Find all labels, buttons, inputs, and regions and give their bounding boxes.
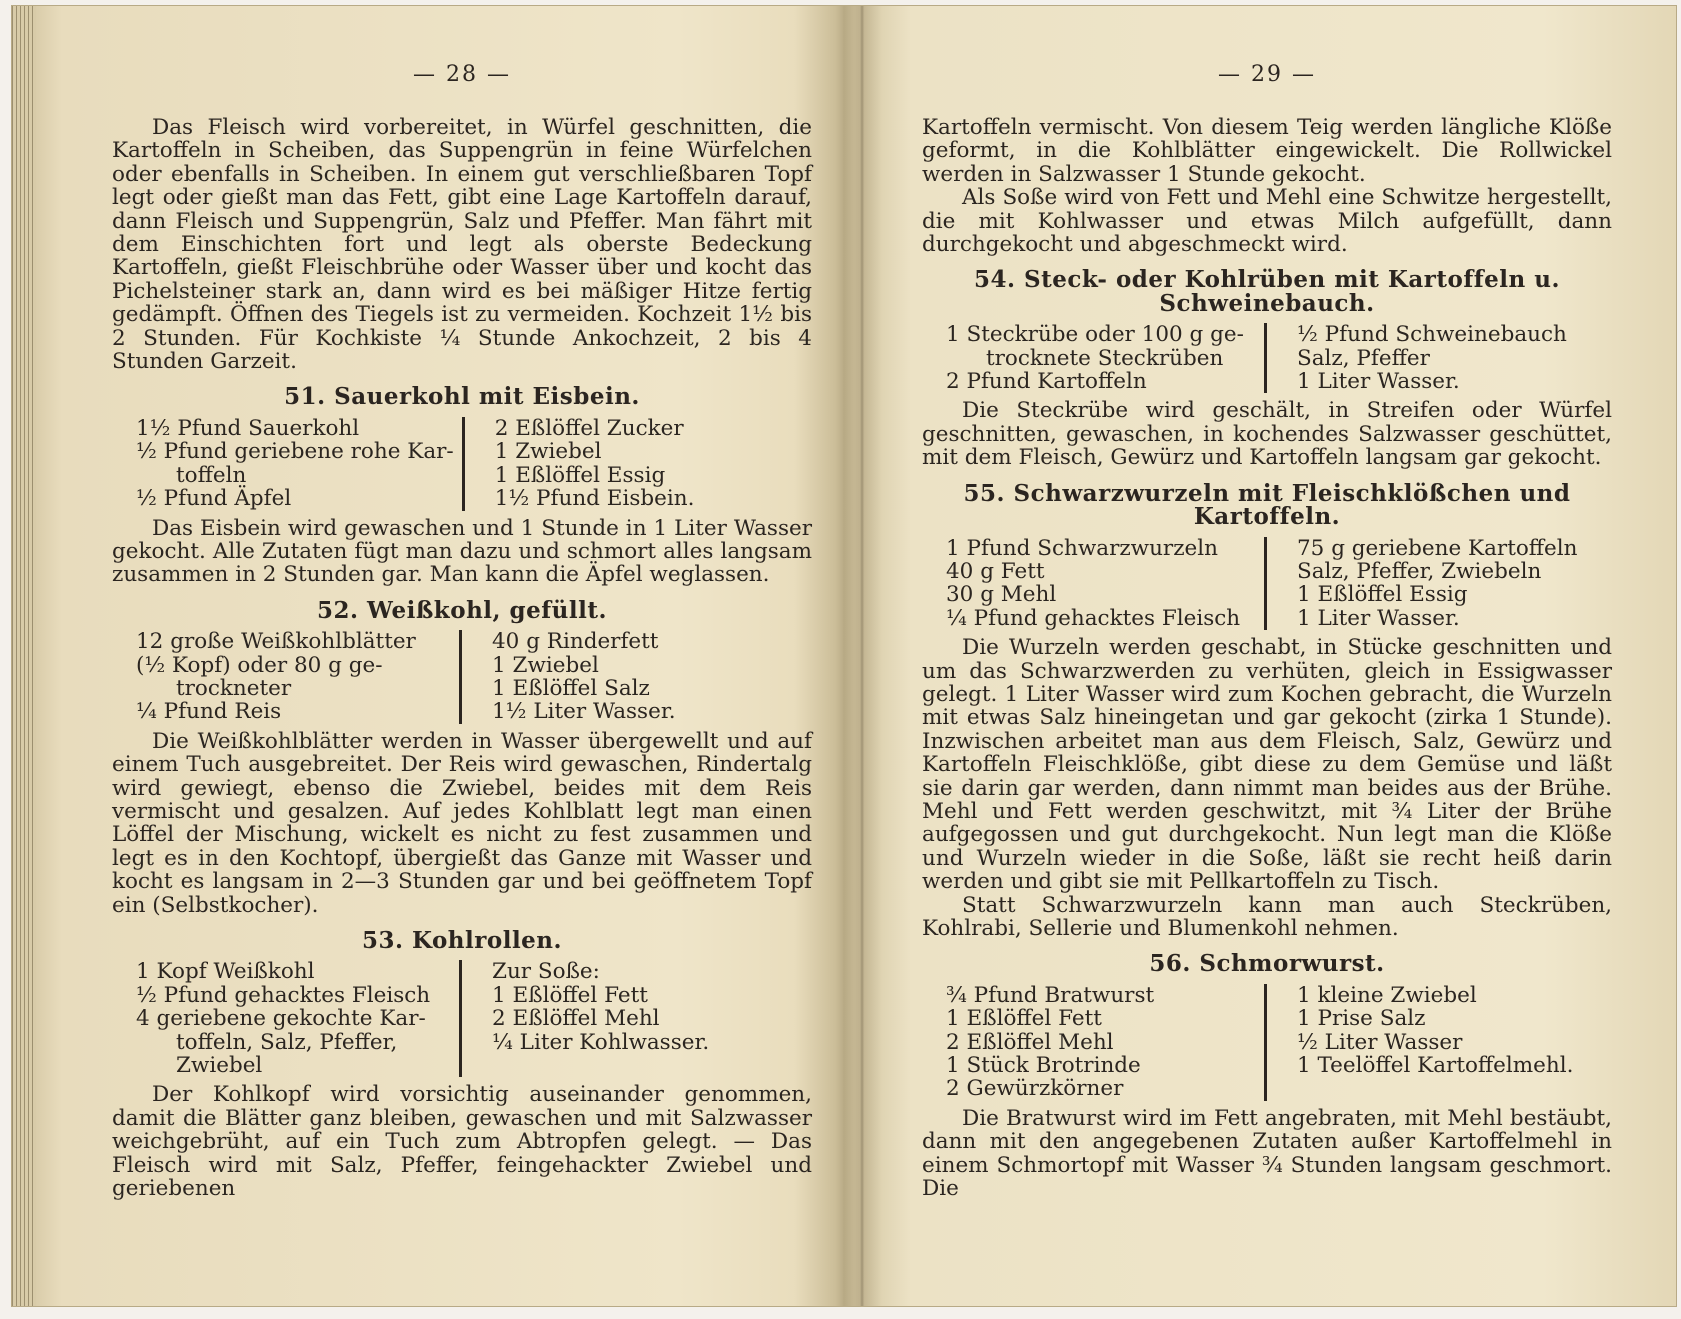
ingredients-list	[112, 630, 812, 724]
page-number: — 28 —	[413, 62, 511, 87]
paragraph: Die Steckrübe wird geschält, in Streifen oder Würfel geschnitten, gewaschen, in kochendes Salzwasser geschüttet, mit dem Fleisch, Gewürz und Kartoffeln langsam gar gekocht.	[922, 398, 1612, 471]
book-gutter	[842, 6, 882, 1306]
paragraph: Die Wurzeln werden geschabt, in Stücke geschnitten und um das Schwarzwerden zu verhüten, gleich in Essigwasser gelegt. 1 Liter Wasser wird zum Kochen gebracht, die Wurzeln mit etwas Salz hineingetan und gar gekocht (zirka 1 Stunde). Inzwischen arbeitet man aus dem Fleisch, Salz, Gewürz und Kartoffeln Fleischklöße, gibt diese zu dem Gemüse und läßt sie darin gar werden, dann nimmt man beides aus der Brühe. Mehl und Fett werden geschwitzt, mit ¾ Liter der Brühe aufgegossen und gut durchgekocht. Nun legt man die Klöße und Wurzeln wieder in die Soße, läßt sie recht heiß darin werden und gibt sie mit Pellkartoffeln zu Tisch.	[922, 635, 1612, 895]
ingredients-list	[922, 323, 1612, 393]
paragraph: Kartoffeln vermischt. Von diesem Teig werden längliche Klöße geformt, in die Kohlblätter eingewickelt. Die Rollwickel werden in Salzwasser 1 Stunde gekocht.	[922, 115, 1612, 187]
ingredient: ¾ Pfund Bratwurst	[946, 982, 1155, 1008]
ingredient: 12 große Weißkohlblätter	[136, 629, 416, 655]
ingredients-list	[112, 417, 812, 511]
paragraph: Als Soße wird von Fett und Mehl eine Schwitze hergestellt, die mit Kohlwasser und etwas Milch aufgefüllt, dann durchgekocht und abgeschmeckt wird.	[922, 185, 1612, 258]
ingredient: 1½ Pfund Eisbein.	[494, 486, 695, 512]
recipe-title: 51. Sauerkohl mit Eisbein.	[284, 383, 640, 411]
ingredient: 40 g Rinderfett	[492, 629, 659, 655]
recipe-title: 52. Weißkohl, gefüllt.	[316, 596, 607, 624]
paragraph: Statt Schwarzwurzeln kann man auch Steckrüben, Kohlrabi, Sellerie und Blumenkohl nehmen.	[922, 892, 1612, 941]
paragraph: Das Fleisch wird vorbereitet, in Würfel geschnitten, die Kartoffeln in Scheiben, das Suppengrün in feine Würfelchen oder ebenfalls in Scheiben. In einem gut verschließbaren Topf legt oder gießt man das Fett, gibt eine Lage Kartoffeln darauf, dann Fleisch und Suppengrün, Salz und Pfeffer. Man fährt mit dem Einschichten fort und legt als oberste Bedeckung Kartoffeln, gießt Fleischbrühe oder Wasser über und kocht das Pichelsteiner stark an, dann wird es bei mäßiger Hitze fertig gedämpft. Öffnen des Tiegels ist zu vermeiden. Kochzeit 1½ bis 2 Stunden. Für Kochkiste ¼ Stunde Ankochzeit, 2 bis 4 Stunden Garzeit.	[112, 115, 812, 375]
ingredient: Salz, Pfeffer, Zwiebeln	[1297, 558, 1542, 584]
ingredient: 1 Pfund Schwarzwurzeln	[946, 535, 1218, 561]
recipe-title: 56. Schmorwurst.	[1149, 950, 1385, 978]
ingredient: 1 Teelöffel Kartoffelmehl.	[1297, 1053, 1574, 1079]
paragraph: Das Eisbein wird gewaschen und 1 Stunde in 1 Liter Wasser gekocht. Alle Zutaten fügt man dazu und schmort alles langsam zusammen in 2 Stunden gar. Man kann die Äpfel weglassen.	[112, 515, 812, 588]
ingredient: 2 Eßlöffel Mehl	[946, 1029, 1114, 1055]
recipe-title: 55. Schwarzwurzeln mit Fleischklößchen und Kartoffeln.	[963, 479, 1571, 531]
ingredient: 2 Pfund Kartoffeln	[946, 369, 1147, 395]
ingredient: 1 Eßlöffel Fett	[946, 1006, 1102, 1032]
recipe-title: 53. Kohlrollen.	[361, 927, 563, 954]
ingredient: 1 Kopf Weißkohl	[136, 959, 315, 985]
recipe-title: 54. Steck- oder Kohlrüben mit Kartoffeln u. Schweinebauch.	[974, 266, 1560, 317]
open-book	[12, 6, 1676, 1306]
ingredient: 1 Eßlöffel Essig	[1297, 582, 1468, 608]
ingredient: 1 Prise Salz	[1297, 1006, 1426, 1032]
right-page	[922, 6, 1612, 1306]
ingredient: ¼ Pfund gehacktes Fleisch	[946, 605, 1241, 631]
ingredient: toffeln, Salz, Pfeffer,	[176, 1029, 398, 1055]
paragraph: Der Kohlkopf wird vorsichtig auseinander genommen, damit die Blätter ganz bleiben, gewaschen und mit Salzwasser weichgebrüht, auf ein Tuch zum Abtropfen gelegt. — Das Fleisch wird mit Salz, Pfeffer, feingehackter Zwiebel und geriebenen	[112, 1082, 812, 1202]
left-page	[112, 6, 812, 1306]
ingredient: ½ Pfund Äpfel	[136, 486, 292, 512]
ingredient: ¼ Pfund Reis	[136, 699, 282, 725]
ingredient: ½ Pfund geriebene rohe Kar-	[136, 439, 454, 465]
ingredient: Zwiebel	[176, 1053, 263, 1079]
ingredients-list	[112, 960, 812, 1077]
ingredient: 1 Steckrübe oder 100 g ge-	[946, 322, 1244, 348]
page-number: — 29 —	[1218, 62, 1316, 87]
ingredient: (½ Kopf) oder 80 g ge-	[136, 652, 383, 678]
right-page-text	[922, 116, 1612, 1200]
paragraph: Die Weißkohlblätter werden in Wasser übergewellt und auf einem Tuch ausgebreitet. Der Reis wird gewaschen, Rindertalg wird gewiegt, ebenso die Zwiebel, beides mit dem Reis vermischt und gesalzen. Auf jedes Kohlblatt legt man einen Löffel der Mischung, wickelt es nicht zu fest zusammen und legt es in den Kochtopf, übergießt das Ganze mit Wasser und kocht es langsam in 2—3 Stunden gar und bei geöffnetem Topf ein (Selbstkocher).	[112, 728, 812, 918]
ingredient: 4 geriebene gekochte Kar-	[136, 1006, 426, 1032]
ingredient: 1 Eßlöffel Salz	[492, 675, 650, 701]
ingredient: Salz, Pfeffer	[1297, 345, 1430, 371]
ingredient: 1 Eßlöffel Fett	[492, 982, 648, 1008]
ingredient: 1 Liter Wasser.	[1297, 605, 1460, 631]
ingredient: 1 Eßlöffel Essig	[494, 462, 666, 488]
ingredient: 1½ Liter Wasser.	[492, 699, 676, 725]
page-edges	[12, 6, 36, 1306]
ingredients-list	[922, 537, 1612, 631]
ingredient: 30 g Mehl	[946, 582, 1057, 608]
ingredient: 75 g geriebene Kartoffeln	[1297, 535, 1578, 561]
left-page-text	[112, 116, 812, 1200]
ingredient: 1½ Pfund Sauerkohl	[136, 415, 360, 441]
ingredient: ½ Liter Wasser	[1297, 1029, 1463, 1055]
ingredient: ½ Pfund gehacktes Fleisch	[136, 982, 431, 1008]
ingredients-list	[922, 984, 1612, 1101]
ingredient: 40 g Fett	[946, 558, 1045, 584]
ingredient: Zur Soße:	[492, 959, 600, 985]
ingredient: toffeln	[176, 462, 247, 488]
ingredient: ½ Pfund Schweinebauch	[1297, 322, 1567, 348]
ingredient: 1 Zwiebel	[494, 439, 602, 465]
ingredient: 1 Zwiebel	[492, 652, 599, 678]
paragraph: Die Bratwurst wird im Fett angebraten, mit Mehl bestäubt, dann mit den angegebenen Zutaten außer Kartoffelmehl in einem Schmortopf mit Wasser ¾ Stunden langsam geschmort. Die	[922, 1105, 1612, 1202]
ingredient: ¼ Liter Kohlwasser.	[492, 1029, 710, 1055]
ingredient: 2 Eßlöffel Zucker	[494, 415, 684, 441]
ingredient: 2 Gewürzkörner	[946, 1076, 1124, 1102]
ingredient: 1 Stück Brotrinde	[946, 1053, 1141, 1079]
ingredient: trockneter	[176, 675, 292, 701]
ingredient: trocknete Steckrüben	[986, 345, 1224, 371]
ingredient: 1 kleine Zwiebel	[1297, 982, 1477, 1008]
ingredient: 1 Liter Wasser.	[1297, 369, 1460, 395]
ingredient: 2 Eßlöffel Mehl	[492, 1006, 660, 1032]
